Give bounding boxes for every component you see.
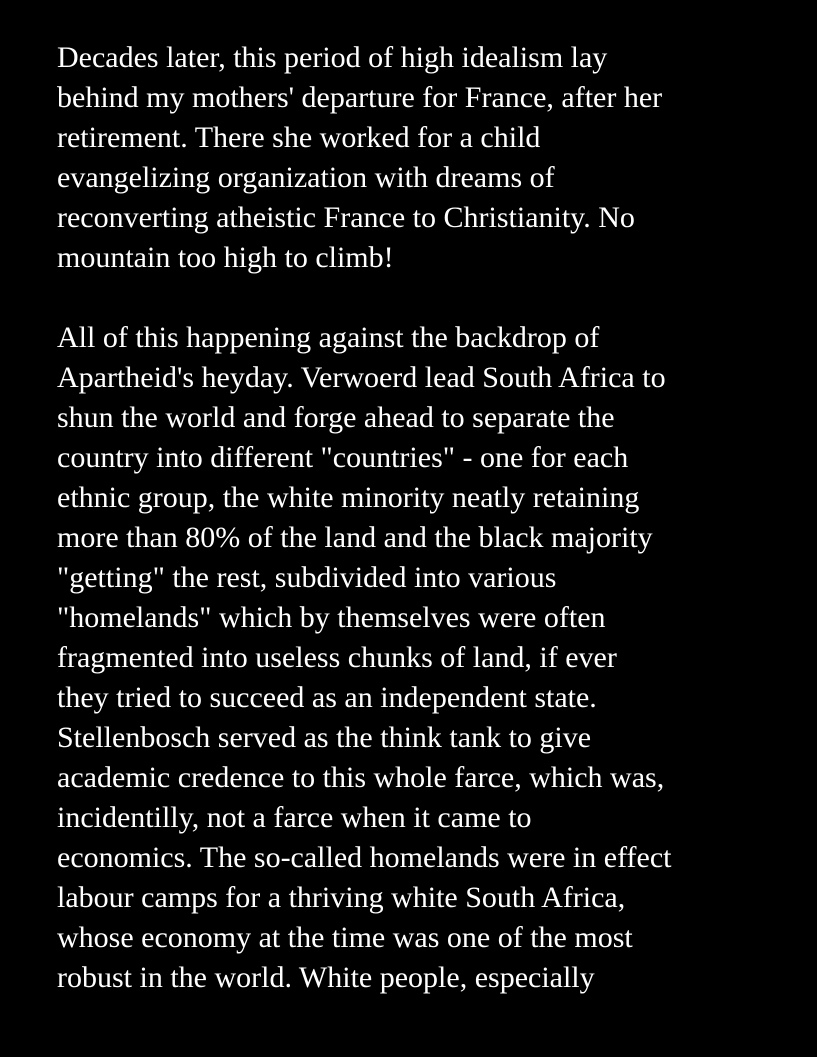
text-line: country into different "countries" - one for each <box>57 441 629 474</box>
paragraph-2 <box>57 318 797 998</box>
text-line: shun the world and forge ahead to separate the <box>57 401 615 434</box>
text-line: economics. The so-called homelands were in effect <box>57 841 672 874</box>
text-line: labour camps for a thriving white South Africa, <box>57 881 626 914</box>
text-line: mountain too high to climb! <box>57 241 394 274</box>
text-line: "homelands" which by themselves were often <box>57 601 606 634</box>
text-line: they tried to succeed as an independent state. <box>57 681 597 714</box>
text-line: ethnic group, the white minority neatly retaining <box>57 481 640 514</box>
text-line: evangelizing organization with dreams of <box>57 161 555 194</box>
text-line: Decades later, this period of high idealism lay <box>57 41 608 74</box>
paragraph-gap <box>57 278 797 318</box>
text-line: "getting" the rest, subdivided into various <box>57 561 557 594</box>
text-line: reconverting atheistic France to Christianity. No <box>57 201 635 234</box>
text-line: whose economy at the time was one of the most <box>57 921 633 954</box>
text-line: robust in the world. White people, especially <box>57 961 595 994</box>
text-line: Stellenbosch served as the think tank to give <box>57 721 592 754</box>
text-line: Apartheid's heyday. Verwoerd lead South Africa to <box>57 361 666 394</box>
document-text <box>57 38 797 998</box>
text-line: All of this happening against the backdrop of <box>57 321 600 354</box>
text-line: retirement. There she worked for a child <box>57 121 541 154</box>
text-line: fragmented into useless chunks of land, if ever <box>57 641 617 674</box>
text-line: incidentilly, not a farce when it came to <box>57 801 532 834</box>
paragraph-1 <box>57 38 797 278</box>
text-line: more than 80% of the land and the black majority <box>57 521 653 554</box>
text-line: academic credence to this whole farce, which was, <box>57 761 665 794</box>
text-line: behind my mothers' departure for France, after her <box>57 81 663 114</box>
